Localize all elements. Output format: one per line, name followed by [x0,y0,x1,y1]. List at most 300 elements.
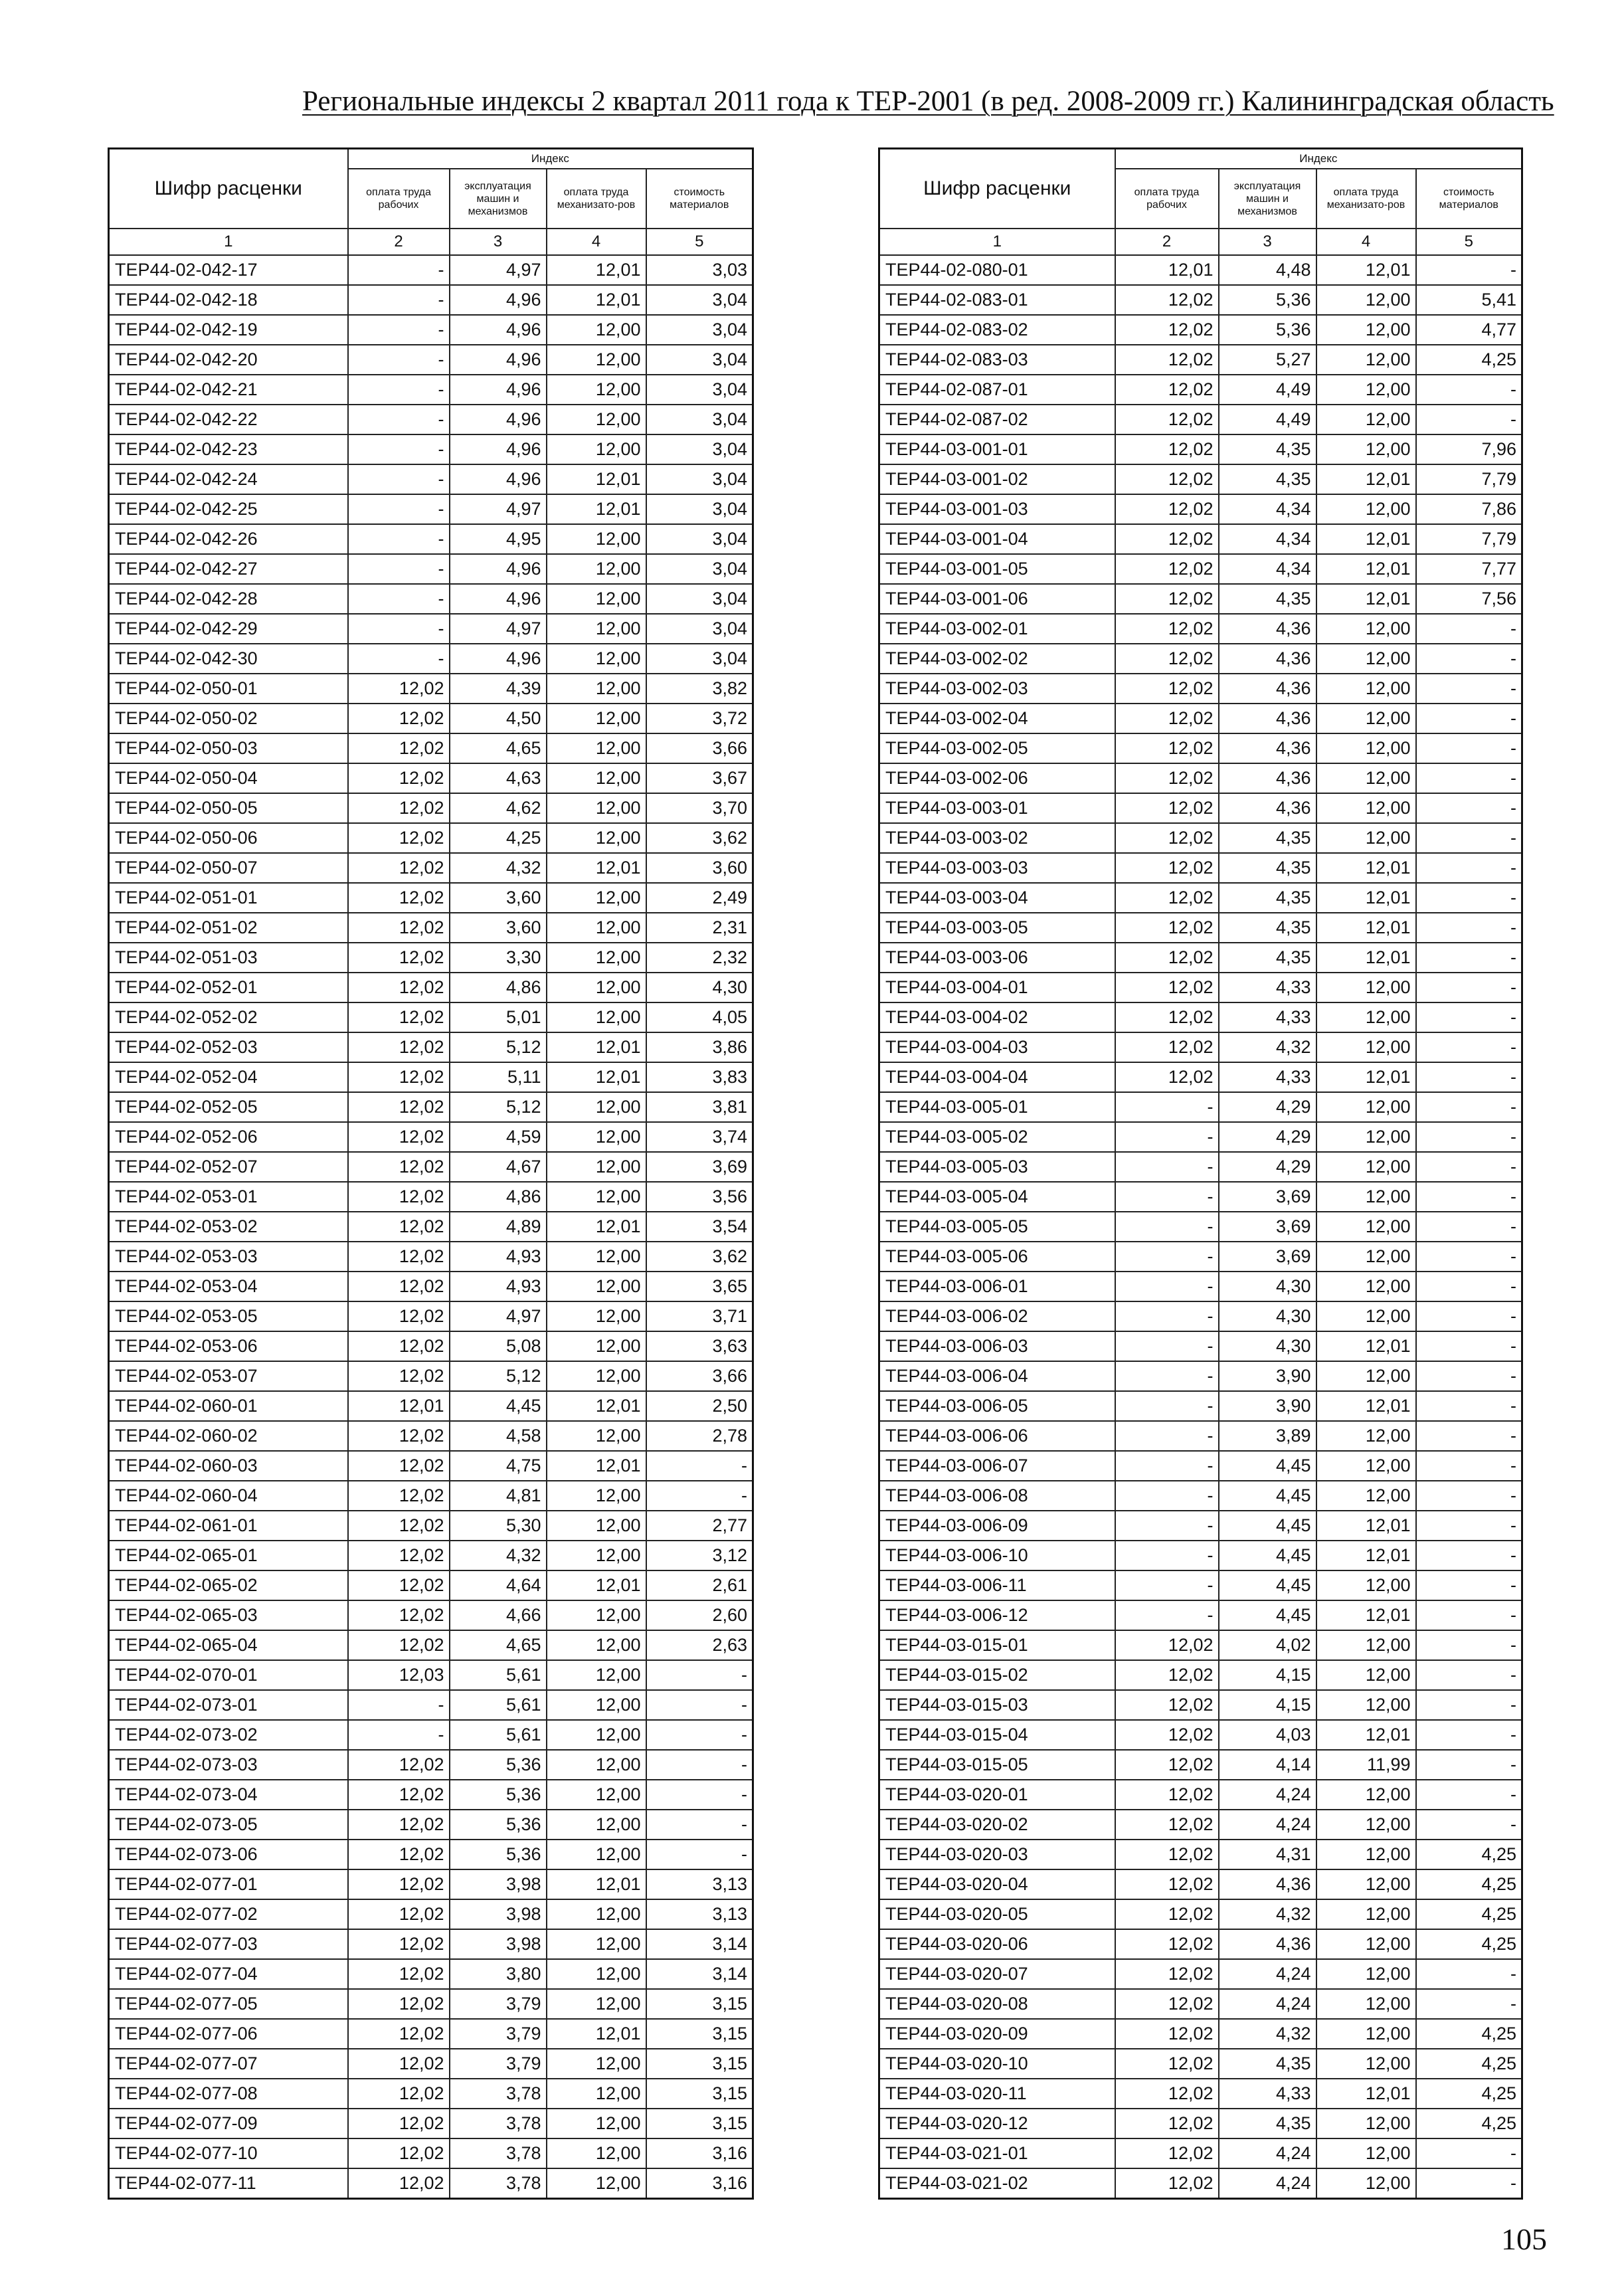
materials-cost-cell: - [1416,1959,1522,1989]
machine-operation-cell: 4,34 [1219,524,1316,554]
machine-operation-cell: 4,97 [450,614,547,644]
materials-cost-cell: - [1416,255,1522,285]
rate-code-cell: ТЕР44-03-005-05 [879,1212,1115,1242]
labor-wages-cell: - [348,644,450,674]
materials-cost-cell: - [1416,1570,1522,1600]
materials-cost-cell: 7,79 [1416,524,1522,554]
header-machine-operation: эксплуатация машин и механизмов [1219,169,1316,229]
table-row [879,464,1522,494]
machine-operation-cell: 4,65 [450,733,547,763]
table-row [109,973,753,1002]
page-number: 105 [1501,2222,1547,2256]
table-row [879,853,1522,883]
machine-operation-cell: 4,29 [1219,1122,1316,1152]
operator-wages-cell: 12,00 [1316,345,1416,375]
table-row [109,1182,753,1212]
rate-code-cell: ТЕР44-02-077-04 [109,1959,348,1989]
operator-wages-cell: 12,01 [1316,1511,1416,1541]
machine-operation-cell: 5,12 [450,1092,547,1122]
labor-wages-cell: 12,02 [348,1122,450,1152]
labor-wages-cell: 12,02 [1115,913,1219,943]
labor-wages-cell: 12,02 [1115,434,1219,464]
labor-wages-cell: 12,02 [1115,704,1219,733]
column-number: 5 [1416,229,1522,255]
materials-cost-cell: 3,04 [646,375,753,405]
machine-operation-cell: 4,81 [450,1481,547,1511]
materials-cost-cell: 7,79 [1416,464,1522,494]
table-row [109,853,753,883]
rate-code-cell: ТЕР44-02-077-10 [109,2138,348,2168]
materials-cost-cell: - [1416,1002,1522,1032]
labor-wages-cell: 12,02 [1115,674,1219,704]
materials-cost-cell: 7,56 [1416,584,1522,614]
machine-operation-cell: 4,30 [1219,1301,1316,1331]
column-number: 2 [1115,229,1219,255]
machine-operation-cell: 4,36 [1219,793,1316,823]
rate-code-cell: ТЕР44-02-051-02 [109,913,348,943]
machine-operation-cell: 3,60 [450,913,547,943]
labor-wages-cell: 12,02 [1115,2168,1219,2199]
column-number: 4 [547,229,646,255]
header-operator-wages: оплата труда механизато-ров [547,169,646,229]
operator-wages-cell: 12,00 [1316,1959,1416,1989]
rate-code-cell: ТЕР44-02-077-02 [109,1899,348,1929]
labor-wages-cell: 12,02 [348,853,450,883]
machine-operation-cell: 5,12 [450,1361,547,1391]
machine-operation-cell: 4,29 [1219,1092,1316,1122]
rate-code-cell: ТЕР44-02-065-02 [109,1570,348,1600]
operator-wages-cell: 12,01 [1316,1391,1416,1421]
rate-code-cell: ТЕР44-03-006-12 [879,1600,1115,1630]
rate-code-cell: ТЕР44-02-042-23 [109,434,348,464]
machine-operation-cell: 4,24 [1219,1780,1316,1810]
rate-code-cell: ТЕР44-03-003-02 [879,823,1115,853]
machine-operation-cell: 5,27 [1219,345,1316,375]
rate-code-cell: ТЕР44-02-077-06 [109,2019,348,2049]
materials-cost-cell: - [1416,1750,1522,1780]
materials-cost-cell: 3,04 [646,405,753,434]
rate-code-cell: ТЕР44-02-052-03 [109,1032,348,1062]
machine-operation-cell: 4,24 [1219,2168,1316,2199]
labor-wages-cell: - [348,584,450,614]
operator-wages-cell: 12,00 [547,1331,646,1361]
operator-wages-cell: 12,00 [547,1780,646,1810]
operator-wages-cell: 12,00 [547,524,646,554]
materials-cost-cell: - [1416,1630,1522,1660]
table-row [879,2138,1522,2168]
rate-code-cell: ТЕР44-03-020-07 [879,1959,1115,1989]
operator-wages-cell: 12,00 [547,1152,646,1182]
operator-wages-cell: 12,00 [547,674,646,704]
machine-operation-cell: 4,75 [450,1451,547,1481]
operator-wages-cell: 12,00 [547,405,646,434]
labor-wages-cell: 12,02 [348,1869,450,1899]
operator-wages-cell: 12,00 [547,913,646,943]
machine-operation-cell: 4,03 [1219,1720,1316,1750]
operator-wages-cell: 12,00 [547,1002,646,1032]
table-row [879,1541,1522,1570]
operator-wages-cell: 12,00 [1316,1989,1416,2019]
labor-wages-cell: 12,02 [348,1570,450,1600]
labor-wages-cell: 12,02 [348,823,450,853]
table-row [879,913,1522,943]
labor-wages-cell: 12,02 [1115,943,1219,973]
materials-cost-cell: 2,63 [646,1630,753,1660]
materials-cost-cell: - [1416,883,1522,913]
labor-wages-cell: - [348,434,450,464]
machine-operation-cell: 4,96 [450,405,547,434]
operator-wages-cell: 12,01 [547,853,646,883]
rate-code-cell: ТЕР44-02-053-03 [109,1242,348,1272]
operator-wages-cell: 12,00 [547,644,646,674]
machine-operation-cell: 3,79 [450,1989,547,2019]
machine-operation-cell: 4,45 [1219,1511,1316,1541]
machine-operation-cell: 4,97 [450,494,547,524]
header-machine-operation: эксплуатация машин и механизмов [450,169,547,229]
labor-wages-cell: 12,02 [1115,823,1219,853]
machine-operation-cell: 4,35 [1219,913,1316,943]
operator-wages-cell: 12,00 [547,1660,646,1690]
table-row [109,674,753,704]
operator-wages-cell: 12,00 [547,1361,646,1391]
machine-operation-cell: 4,49 [1219,375,1316,405]
operator-wages-cell: 12,01 [1316,554,1416,584]
rate-code-cell: ТЕР44-03-005-01 [879,1092,1115,1122]
operator-wages-cell: 12,00 [1316,1780,1416,1810]
right-index-table [878,147,1523,2200]
table-row [879,1032,1522,1062]
rate-code-cell: ТЕР44-02-065-04 [109,1630,348,1660]
table-row [109,1840,753,1869]
labor-wages-cell: 12,02 [1115,1690,1219,1720]
operator-wages-cell: 12,00 [547,315,646,345]
materials-cost-cell: 3,69 [646,1152,753,1182]
rate-code-cell: ТЕР44-02-073-03 [109,1750,348,1780]
rate-code-cell: ТЕР44-02-042-27 [109,554,348,584]
machine-operation-cell: 4,89 [450,1212,547,1242]
labor-wages-cell: 12,02 [348,2019,450,2049]
table-row [109,793,753,823]
rate-code-cell: ТЕР44-02-042-18 [109,285,348,315]
labor-wages-cell: 12,02 [1115,1959,1219,1989]
machine-operation-cell: 4,33 [1219,973,1316,1002]
table-row [109,315,753,345]
operator-wages-cell: 12,00 [1316,1152,1416,1182]
materials-cost-cell: - [646,1451,753,1481]
rate-code-cell: ТЕР44-02-065-01 [109,1541,348,1570]
materials-cost-cell: 2,31 [646,913,753,943]
table-row [879,1062,1522,1092]
operator-wages-cell: 12,00 [1316,1212,1416,1242]
table-row [109,1152,753,1182]
machine-operation-cell: 4,39 [450,674,547,704]
machine-operation-cell: 5,11 [450,1062,547,1092]
labor-wages-cell: 12,03 [348,1660,450,1690]
rate-code-cell: ТЕР44-03-015-04 [879,1720,1115,1750]
operator-wages-cell: 12,00 [547,554,646,584]
labor-wages-cell: 12,02 [1115,2019,1219,2049]
machine-operation-cell: 4,95 [450,524,547,554]
materials-cost-cell: 3,04 [646,315,753,345]
materials-cost-cell: 3,16 [646,2138,753,2168]
labor-wages-cell: 12,02 [348,1929,450,1959]
machine-operation-cell: 4,96 [450,554,547,584]
machine-operation-cell: 4,15 [1219,1690,1316,1720]
machine-operation-cell: 4,45 [1219,1570,1316,1600]
rate-code-cell: ТЕР44-03-006-11 [879,1570,1115,1600]
operator-wages-cell: 12,01 [547,1062,646,1092]
machine-operation-cell: 4,30 [1219,1272,1316,1301]
materials-cost-cell: 3,72 [646,704,753,733]
machine-operation-cell: 4,45 [1219,1481,1316,1511]
operator-wages-cell: 12,01 [1316,883,1416,913]
rate-code-cell: ТЕР44-03-020-02 [879,1810,1115,1840]
labor-wages-cell: 12,02 [348,674,450,704]
rate-code-cell: ТЕР44-03-015-03 [879,1690,1115,1720]
operator-wages-cell: 12,00 [1316,285,1416,315]
labor-wages-cell: - [348,315,450,345]
operator-wages-cell: 12,00 [547,1959,646,1989]
machine-operation-cell: 4,36 [1219,704,1316,733]
labor-wages-cell: 12,02 [348,1780,450,1810]
machine-operation-cell: 4,33 [1219,1062,1316,1092]
labor-wages-cell: - [1115,1092,1219,1122]
machine-operation-cell: 4,96 [450,315,547,345]
materials-cost-cell: - [646,1750,753,1780]
table-row [109,1541,753,1570]
table-row [879,1242,1522,1272]
machine-operation-cell: 4,34 [1219,554,1316,584]
table-row [879,434,1522,464]
rate-code-cell: ТЕР44-03-021-02 [879,2168,1115,2199]
table-row [109,1242,753,1272]
table-row [879,494,1522,524]
table-row [879,2019,1522,2049]
materials-cost-cell: 4,25 [1416,1929,1522,1959]
materials-cost-cell: 2,50 [646,1391,753,1421]
rate-code-cell: ТЕР44-03-020-05 [879,1899,1115,1929]
labor-wages-cell: 12,02 [1115,1002,1219,1032]
header-labor-wages: оплата труда рабочих [348,169,450,229]
materials-cost-cell: 4,77 [1416,315,1522,345]
table-row [109,1630,753,1660]
materials-cost-cell: - [1416,1720,1522,1750]
rate-code-cell: ТЕР44-02-073-06 [109,1840,348,1869]
machine-operation-cell: 4,86 [450,1182,547,1212]
labor-wages-cell: - [1115,1421,1219,1451]
labor-wages-cell: 12,02 [348,1600,450,1630]
machine-operation-cell: 3,30 [450,943,547,973]
rate-code-cell: ТЕР44-03-005-03 [879,1152,1115,1182]
labor-wages-cell: 12,02 [348,2138,450,2168]
materials-cost-cell: 3,04 [646,434,753,464]
materials-cost-cell: 3,56 [646,1182,753,1212]
labor-wages-cell: 12,02 [348,1301,450,1331]
rate-code-cell: ТЕР44-03-005-04 [879,1182,1115,1212]
table-row [109,1780,753,1810]
rate-code-cell: ТЕР44-03-006-04 [879,1361,1115,1391]
rate-code-cell: ТЕР44-03-004-01 [879,973,1115,1002]
machine-operation-cell: 4,14 [1219,1750,1316,1780]
materials-cost-cell: - [1416,1122,1522,1152]
table-row [109,2138,753,2168]
column-number: 4 [1316,229,1416,255]
operator-wages-cell: 12,00 [1316,2168,1416,2199]
machine-operation-cell: 4,32 [450,853,547,883]
rate-code-cell: ТЕР44-02-073-04 [109,1780,348,1810]
operator-wages-cell: 12,00 [547,584,646,614]
materials-cost-cell: 3,04 [646,614,753,644]
operator-wages-cell: 12,00 [547,823,646,853]
operator-wages-cell: 12,00 [1316,375,1416,405]
rate-code-cell: ТЕР44-03-006-02 [879,1301,1115,1331]
machine-operation-cell: 3,90 [1219,1391,1316,1421]
materials-cost-cell: - [1416,1690,1522,1720]
table-row [879,1391,1522,1421]
machine-operation-cell: 3,69 [1219,1242,1316,1272]
rate-code-cell: ТЕР44-02-053-04 [109,1272,348,1301]
rate-code-cell: ТЕР44-02-077-11 [109,2168,348,2199]
labor-wages-cell: 12,02 [348,1062,450,1092]
labor-wages-cell: - [1115,1570,1219,1600]
machine-operation-cell: 5,36 [1219,285,1316,315]
table-row [879,1810,1522,1840]
rate-code-cell: ТЕР44-02-083-03 [879,345,1115,375]
machine-operation-cell: 4,93 [450,1272,547,1301]
rate-code-cell: ТЕР44-03-006-08 [879,1481,1115,1511]
materials-cost-cell: - [1416,793,1522,823]
rate-code-cell: ТЕР44-02-053-07 [109,1361,348,1391]
operator-wages-cell: 11,99 [1316,1750,1416,1780]
rate-code-cell: ТЕР44-03-020-01 [879,1780,1115,1810]
machine-operation-cell: 4,48 [1219,255,1316,285]
machine-operation-cell: 4,36 [1219,614,1316,644]
rate-code-cell: ТЕР44-02-077-03 [109,1929,348,1959]
labor-wages-cell: 12,02 [1115,1899,1219,1929]
machine-operation-cell: 4,34 [1219,494,1316,524]
machine-operation-cell: 3,98 [450,1929,547,1959]
table-row [109,1002,753,1032]
operator-wages-cell: 12,00 [1316,644,1416,674]
rate-code-cell: ТЕР44-03-001-04 [879,524,1115,554]
header-index-group: Индекс [348,149,753,169]
rate-code-cell: ТЕР44-02-073-05 [109,1810,348,1840]
materials-cost-cell: - [1416,1182,1522,1212]
table-row [109,1301,753,1331]
operator-wages-cell: 12,01 [547,1570,646,1600]
machine-operation-cell: 4,25 [450,823,547,853]
machine-operation-cell: 4,35 [1219,434,1316,464]
materials-cost-cell: 3,83 [646,1062,753,1092]
table-row [879,1989,1522,2019]
rate-code-cell: ТЕР44-02-042-22 [109,405,348,434]
machine-operation-cell: 4,35 [1219,2049,1316,2079]
machine-operation-cell: 5,61 [450,1690,547,1720]
rate-code-cell: ТЕР44-02-077-09 [109,2109,348,2138]
materials-cost-cell: 7,86 [1416,494,1522,524]
labor-wages-cell: 12,02 [1115,2049,1219,2079]
operator-wages-cell: 12,00 [547,1272,646,1301]
labor-wages-cell: 12,02 [348,1212,450,1242]
table-row [109,375,753,405]
materials-cost-cell: - [1416,1062,1522,1092]
labor-wages-cell: 12,02 [348,1421,450,1451]
machine-operation-cell: 4,24 [1219,1959,1316,1989]
machine-operation-cell: 4,32 [1219,1899,1316,1929]
rate-code-cell: ТЕР44-03-020-10 [879,2049,1115,2079]
machine-operation-cell: 4,96 [450,584,547,614]
labor-wages-cell: 12,02 [1115,644,1219,674]
machine-operation-cell: 4,96 [450,644,547,674]
operator-wages-cell: 12,00 [1316,973,1416,1002]
table-row [109,1511,753,1541]
rate-code-cell: ТЕР44-03-001-05 [879,554,1115,584]
labor-wages-cell: 12,02 [1115,524,1219,554]
machine-operation-cell: 5,61 [450,1720,547,1750]
rate-code-cell: ТЕР44-02-073-02 [109,1720,348,1750]
materials-cost-cell: 3,15 [646,1989,753,2019]
rate-code-cell: ТЕР44-02-070-01 [109,1660,348,1690]
labor-wages-cell: - [1115,1182,1219,1212]
operator-wages-cell: 12,00 [1316,1421,1416,1451]
operator-wages-cell: 12,01 [547,1212,646,1242]
materials-cost-cell: - [1416,913,1522,943]
table-row [879,1152,1522,1182]
materials-cost-cell: 4,25 [1416,1840,1522,1869]
table-row [879,2168,1522,2199]
materials-cost-cell: - [1416,1242,1522,1272]
machine-operation-cell: 5,36 [1219,315,1316,345]
materials-cost-cell: - [1416,2168,1522,2199]
machine-operation-cell: 4,35 [1219,853,1316,883]
operator-wages-cell: 12,00 [1316,1929,1416,1959]
operator-wages-cell: 12,00 [547,1630,646,1660]
materials-cost-cell: - [646,1481,753,1511]
table-row [109,1600,753,1630]
operator-wages-cell: 12,00 [547,1092,646,1122]
rate-code-cell: ТЕР44-02-050-04 [109,763,348,793]
rate-code-cell: ТЕР44-03-006-01 [879,1272,1115,1301]
machine-operation-cell: 4,66 [450,1600,547,1630]
operator-wages-cell: 12,00 [547,1301,646,1331]
table-row [109,1421,753,1451]
right-table-body [879,255,1522,2199]
operator-wages-cell: 12,01 [1316,464,1416,494]
labor-wages-cell: 12,02 [348,1810,450,1840]
operator-wages-cell: 12,00 [547,973,646,1002]
rate-code-cell: ТЕР44-02-087-01 [879,375,1115,405]
machine-operation-cell: 4,45 [1219,1541,1316,1570]
table-row [109,1212,753,1242]
table-row [109,644,753,674]
table-row [109,584,753,614]
materials-cost-cell: 2,78 [646,1421,753,1451]
labor-wages-cell: 12,01 [1115,255,1219,285]
rate-code-cell: ТЕР44-02-053-02 [109,1212,348,1242]
table-row [879,1301,1522,1331]
materials-cost-cell: 3,04 [646,524,753,554]
rate-code-cell: ТЕР44-03-006-06 [879,1421,1115,1451]
operator-wages-cell: 12,00 [547,943,646,973]
table-row [109,1481,753,1511]
operator-wages-cell: 12,01 [1316,1600,1416,1630]
table-row [879,1511,1522,1541]
operator-wages-cell: 12,00 [547,704,646,733]
machine-operation-cell: 4,65 [450,1630,547,1660]
materials-cost-cell: 3,03 [646,255,753,285]
rate-code-cell: ТЕР44-02-087-02 [879,405,1115,434]
labor-wages-cell: 12,02 [348,1361,450,1391]
